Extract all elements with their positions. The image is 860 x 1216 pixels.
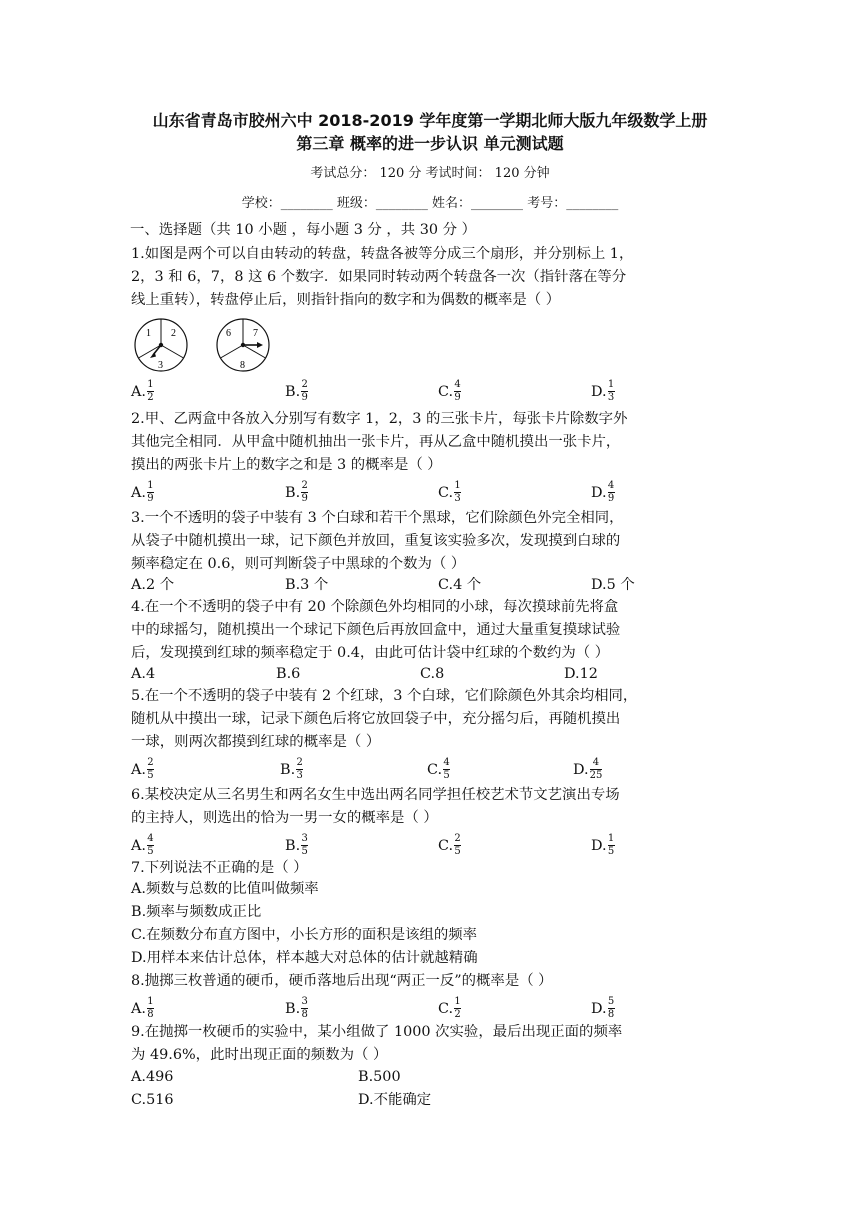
fraction: $\frac{1}{2}$ <box>454 996 461 1020</box>
q8-option-b: B. $\frac{3}{8}$ <box>285 996 308 1020</box>
q8-option-c: C. $\frac{1}{2}$ <box>438 996 461 1020</box>
fraction: $\frac{4}{9}$ <box>454 379 461 403</box>
wheel1-label-1: 1 <box>146 328 151 339</box>
q2-option-b: B. $\frac{2}{9}$ <box>285 480 308 504</box>
q4-option-b: B.6 <box>276 666 301 682</box>
fraction: $\frac{2}{5}$ <box>147 757 154 781</box>
q5-option-c: C. $\frac{4}{5}$ <box>427 757 450 781</box>
q2-line2: 其他完全相同．从甲盒中随机抽出一张卡片，再从乙盒中随机摸出一张卡片， <box>131 434 621 450</box>
wheel2-label-8: 8 <box>240 360 245 371</box>
q6-option-b: B. $\frac{3}{5}$ <box>285 833 308 857</box>
fraction: $\frac{1}{8}$ <box>147 996 154 1020</box>
q1-option-d: D. $\frac{1}{3}$ <box>591 379 615 403</box>
spinner-wheel-1 <box>135 319 187 371</box>
q9-option-c: C.516 <box>131 1092 174 1108</box>
q5-option-a: A. $\frac{2}{5}$ <box>131 757 154 781</box>
fraction: $\frac{1}{3}$ <box>607 379 615 403</box>
q7-option-d: D.用样本来估计总体，样本越大对总体的估计就越精确 <box>131 950 478 966</box>
q1-option-a: A. $\frac{1}{2}$ <box>131 379 154 403</box>
q4-option-c: C.8 <box>420 666 445 682</box>
q1-line1: 1.如图是两个可以自由转动的转盘，转盘各被等分成三个扇形，并分别标上 1， <box>131 246 634 262</box>
q9-option-a: A.496 <box>131 1069 174 1085</box>
q2-option-a: A. $\frac{1}{9}$ <box>131 480 154 504</box>
q3-line3: 频率稳定在 0.6，则可判断袋子中黑球的个数为（ ） <box>131 556 466 572</box>
fraction: $\frac{4}{5}$ <box>147 833 154 857</box>
exam-title-line1: 山东省青岛市胶州六中 2018-2019 学年度第一学期北师大版九年级数学上册 <box>152 111 708 130</box>
q3-option-b: B.3 个 <box>285 577 329 593</box>
spinner-wheels-figure <box>128 318 288 376</box>
q4-option-d: D.12 <box>564 666 598 682</box>
q6-option-a: A. $\frac{4}{5}$ <box>131 833 154 857</box>
q4-line1: 4.在一个不透明的袋子中有 20 个除颜色外均相同的小球，每次摸球前先将盒 <box>131 599 619 615</box>
student-info: 学校：________ 班级：________ 姓名：________ 考号：________ <box>241 196 619 211</box>
q9-option-d: D.不能确定 <box>358 1092 432 1108</box>
q8-line1: 8.抛掷三枚普通的硬币，硬币落地后出现“两正一反”的概率是（ ） <box>131 973 553 989</box>
fraction: $\frac{2}{3}$ <box>296 757 303 781</box>
fraction: $\frac{4}{9}$ <box>607 480 615 504</box>
wheel1-label-2: 2 <box>171 328 176 339</box>
wheel2-label-6: 6 <box>226 328 231 339</box>
q2-line3: 摸出的两张卡片上的数字之和是 3 的概率是（ ） <box>131 457 442 473</box>
q4-option-a: A.4 <box>131 666 156 682</box>
wheel1-label-3: 3 <box>158 360 163 371</box>
q1-line3: 线上重转），转盘停止后，则指针指向的数字和为偶数的概率是（ ） <box>131 292 561 308</box>
q3-option-a: A.2 个 <box>131 577 175 593</box>
fraction: $\frac{1}{9}$ <box>147 480 154 504</box>
q6-option-c: C. $\frac{2}{5}$ <box>438 833 461 857</box>
q7-option-a: A.频数与总数的比值叫做频率 <box>131 881 319 897</box>
fraction: $\frac{4}{5}$ <box>443 757 450 781</box>
exam-title-line2: 第三章 概率的进一步认识 单元测试题 <box>296 134 564 153</box>
q9-option-b: B.500 <box>358 1069 401 1085</box>
q4-line2: 中的球摇匀，随机摸出一个球记下颜色后再放回盒中，通过大量重复摸球试验 <box>131 622 621 638</box>
q7-option-b: B.频率与频数成正比 <box>131 904 262 920</box>
q7-line1: 7.下列说法不正确的是（ ） <box>131 860 308 876</box>
q8-option-d: D. $\frac{5}{8}$ <box>591 996 615 1020</box>
q5-option-d: D. $\frac{4}{25}$ <box>573 757 603 781</box>
q2-option-d: D. $\frac{4}{9}$ <box>591 480 615 504</box>
q7-option-c: C.在频数分布直方图中，小长方形的面积是该组的频率 <box>131 927 478 943</box>
q5-option-b: B. $\frac{2}{3}$ <box>280 757 303 781</box>
fraction: $\frac{3}{5}$ <box>301 833 308 857</box>
section-heading: 一、选择题（共 10 小题 ，每小题 3 分 ，共 30 分 ） <box>130 222 476 238</box>
q5-line2: 随机从中摸出一球，记录下颜色后将它放回袋子中，充分摇匀后，再随机摸出 <box>131 711 621 727</box>
spinner-wheel-2 <box>217 319 269 371</box>
fraction: $\frac{1}{2}$ <box>147 379 154 403</box>
q3-option-d: D.5 个 <box>591 577 635 593</box>
exam-info: 考试总分： 120 分 考试时间： 120 分钟 <box>310 166 550 181</box>
q2-option-c: C. $\frac{1}{3}$ <box>438 480 461 504</box>
q3-line2: 从袋子中随机摸出一球，记下颜色并放回，重复该实验多次，发现摸到白球的 <box>131 533 621 549</box>
q9-line1: 9.在抛掷一枚硬币的实验中，某小组做了 1000 次实验，最后出现正面的频率 <box>131 1024 623 1040</box>
q5-line1: 5.在一个不透明的袋子中装有 2 个红球，3 个白球，它们除颜色外其余均相同， <box>131 688 638 704</box>
q1-line2: 2，3 和 6，7，8 这 6 个数字．如果同时转动两个转盘各一次（指针落在等分 <box>131 269 627 285</box>
q8-option-a: A. $\frac{1}{8}$ <box>131 996 154 1020</box>
fraction: $\frac{5}{8}$ <box>607 996 615 1020</box>
q3-line1: 3.一个不透明的袋子中装有 3 个白球和若干个黑球，它们除颜色外完全相同， <box>131 510 624 526</box>
wheel2-label-7: 7 <box>253 328 258 339</box>
fraction: $\frac{1}{5}$ <box>607 833 615 857</box>
q5-line3: 一球，则两次都摸到红球的概率是（ ） <box>131 734 381 750</box>
q4-line3: 后，发现摸到红球的频率稳定于 0.4，由此可估计袋中红球的个数约为（ ） <box>131 645 610 661</box>
q9-line2: 为 49.6%，此时出现正面的频数为（ ） <box>131 1047 388 1063</box>
fraction: $\frac{2}{5}$ <box>454 833 461 857</box>
fraction: $\frac{2}{9}$ <box>301 480 308 504</box>
fraction: $\frac{3}{8}$ <box>301 996 308 1020</box>
fraction: $\frac{1}{3}$ <box>454 480 461 504</box>
q1-option-c: C. $\frac{4}{9}$ <box>438 379 461 403</box>
q6-line2: 的主持人，则选出的恰为一男一女的概率是（ ） <box>131 810 438 826</box>
fraction: $\frac{4}{25}$ <box>589 757 603 781</box>
q6-option-d: D. $\frac{1}{5}$ <box>591 833 615 857</box>
q2-line1: 2.甲、乙两盒中各放入分别写有数字 1，2，3 的三张卡片，每张卡片除数字外 <box>131 411 628 427</box>
q1-option-b: B. $\frac{2}{9}$ <box>285 379 308 403</box>
q6-line1: 6.某校决定从三名男生和两名女生中选出两名同学担任校艺术节文艺演出专场 <box>131 787 620 803</box>
q3-option-c: C.4 个 <box>438 577 482 593</box>
fraction: $\frac{2}{9}$ <box>301 379 308 403</box>
